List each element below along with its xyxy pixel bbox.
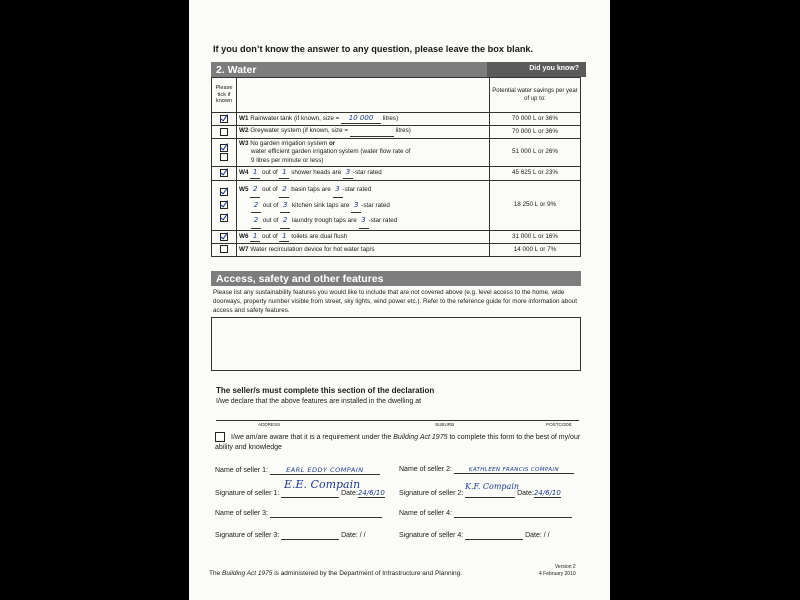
tick-header: Please tick if known — [212, 78, 237, 113]
seller1-signature-label: Signature of seller 1: — [215, 490, 280, 497]
w5-suffix-3: -star rated — [368, 217, 398, 225]
w2-savings: 70 000 L or 36% — [490, 126, 581, 139]
w4-out-of: out of — [261, 169, 278, 177]
access-instructions: Please list any sustainability features you would like to include that are not covered above (e.g. level access to the home, wide doorways, property number visible from street, sky lights, wind power etc.). Refer to the reference guide for more information about access and safety features. — [213, 289, 577, 314]
seller2-name-label: Name of seller 2: — [399, 466, 452, 473]
seller2-date-field[interactable]: 24/6/10 — [533, 489, 561, 497]
w1-size-field[interactable]: 10 000 — [341, 114, 381, 124]
w1-unit: litres) — [382, 115, 399, 122]
w5-laundry-total[interactable]: 2 — [280, 213, 290, 229]
form-page — [189, 0, 610, 600]
address-label: ADDRESS — [258, 422, 281, 427]
w4-total-field[interactable]: 1 — [279, 168, 289, 178]
w1-checkbox[interactable] — [220, 115, 228, 123]
seller3-signature-label: Signature of seller 3: — [215, 532, 280, 539]
version-date: 4 February 2010 — [539, 570, 576, 577]
footer-note — [209, 570, 462, 577]
seller4-signature-field[interactable] — [465, 532, 523, 540]
footer-rest: is administered by the Department of Infrastructure and Planning. — [274, 570, 463, 577]
seller1-signature: E.E. Compain — [284, 478, 361, 491]
w5-suffix-1: -star rated — [342, 185, 372, 193]
seller1-name-field[interactable]: EARL EDDY COMPAIN — [270, 466, 380, 475]
w5-suffix-2: -star rated — [361, 201, 390, 209]
w5-out-of-1: out of — [261, 185, 278, 193]
w6-text: toilets are dual flush — [291, 232, 348, 240]
w4-savings: 45 625 L or 23% — [490, 167, 581, 180]
declaration-title: The seller/s must complete this section of the declaration — [216, 386, 435, 395]
w5-out-of-2: out of — [262, 201, 279, 209]
seller3-name-field[interactable] — [270, 510, 382, 518]
water-section-header — [211, 62, 581, 77]
w5-kitchen-stars[interactable]: 3 — [351, 198, 361, 214]
postcode-label: POSTCODE — [546, 422, 572, 427]
w5-kitchen-count[interactable]: 2 — [251, 198, 261, 214]
seller4-name-label: Name of seller 4: — [399, 510, 452, 517]
w4-stars-field[interactable]: 3 — [343, 168, 353, 178]
table-row-w3 — [212, 138, 581, 167]
w2-text: Greywater system (if known, size = — [250, 127, 349, 135]
aware-act-name: Building Act 1975 — [393, 433, 448, 441]
did-you-know-label: Did you know? — [529, 65, 579, 72]
w5-basin-checkbox[interactable] — [220, 188, 228, 196]
w5-basin-count[interactable]: 2 — [250, 182, 260, 198]
w7-savings: 14 000 L or 7% — [490, 244, 581, 256]
declaration-text: I/we declare that the above features are installed in the dwelling at — [216, 398, 422, 405]
w3-code: W3 — [239, 139, 249, 147]
w6-checkbox[interactable] — [220, 233, 228, 241]
w6-out-of: out of — [261, 232, 278, 240]
w3-checkbox-a[interactable] — [220, 144, 228, 152]
w4-code: W4 — [239, 169, 249, 177]
w6-savings: 31 000 L or 16% — [490, 230, 581, 243]
aware-text-a: I/we am/are aware that it is a requirement under the — [231, 433, 392, 441]
seller3-signature-row — [215, 532, 366, 540]
seller3-date-label: Date: — [341, 532, 358, 539]
w3-checkbox-b[interactable] — [220, 153, 228, 161]
water-section-title: 2. Water — [216, 64, 257, 76]
w1-text: Rainwater tank (if known, size = — [250, 115, 340, 122]
w1-savings: 70 000 L or 36% — [490, 113, 581, 126]
seller4-name-row — [399, 510, 572, 518]
w2-checkbox[interactable] — [220, 128, 228, 136]
blank-header — [237, 78, 490, 113]
suburb-label: SUBURB — [435, 422, 455, 427]
w7-text: Water recirculation device for hot water tap/s — [250, 245, 375, 253]
seller4-date-label: Date: — [525, 532, 542, 539]
table-row-w1 — [212, 113, 581, 126]
w5-savings: 18 250 L or 9% — [490, 180, 581, 230]
seller3-signature-field[interactable] — [281, 532, 339, 540]
seller3-name-row — [215, 510, 382, 518]
w4-text: shower heads are — [291, 169, 342, 177]
w2-unit: litres) — [395, 127, 411, 135]
did-you-know-panel — [487, 62, 586, 77]
w3-line1: No garden irrigation system — [250, 139, 328, 147]
w6-code: W6 — [239, 232, 249, 240]
w5-code: W5 — [239, 185, 249, 193]
w5-laundry-count[interactable]: 2 — [251, 213, 261, 229]
w2-code: W2 — [239, 127, 249, 135]
w6-count-field[interactable]: 1 — [250, 232, 260, 242]
seller3-name-label: Name of seller 3: — [215, 510, 268, 517]
w5-basin-text: basin taps are — [291, 185, 331, 193]
w3-line3: 9 litres per minute or less) — [251, 156, 324, 164]
seller2-signature: K.F. Compain — [465, 482, 520, 491]
seller4-name-field[interactable] — [454, 510, 572, 518]
w5-basin-stars[interactable]: 3 — [333, 182, 343, 198]
seller1-signature-field[interactable] — [281, 490, 339, 498]
seller2-date-label: Date: — [517, 490, 534, 497]
seller1-date-label: Date: — [341, 490, 358, 497]
w3-line2: water efficient garden irrigation system (water flow rate of — [251, 148, 411, 156]
table-row-w4 — [212, 167, 581, 180]
seller2-name-field[interactable]: KATHLEEN FRANCIS COMPAIN — [454, 467, 574, 474]
table-row-w2 — [212, 126, 581, 139]
access-section-header — [211, 271, 581, 286]
w4-checkbox[interactable] — [220, 169, 228, 177]
footer-the: The — [209, 570, 221, 577]
w5-laundry-checkbox[interactable] — [220, 214, 228, 222]
w5-laundry-text: laundry trough taps are — [292, 217, 357, 225]
address-field[interactable] — [216, 420, 579, 421]
seller4-signature-row — [399, 532, 550, 540]
seller2-name-row — [399, 466, 574, 474]
w5-laundry-stars[interactable]: 3 — [359, 213, 369, 229]
w6-total-field[interactable]: 1 — [279, 232, 289, 242]
version-info — [539, 564, 576, 577]
footer-act: Building Act 1975 — [222, 570, 273, 577]
aware-text-b: to complete this form to the best of my/our ability and knowledge — [215, 433, 581, 452]
w5-kitchen-text: kitchen sink taps are — [292, 201, 350, 209]
w3-or: or — [328, 139, 336, 147]
w4-suffix: -star rated — [353, 169, 382, 177]
w7-code: W7 — [239, 245, 249, 253]
seller1-date-field[interactable]: 24/6/10 — [357, 489, 385, 497]
w2-size-field[interactable] — [350, 127, 394, 137]
table-header-row — [212, 78, 581, 113]
intro-instruction: If you don’t know the answer to any question, please leave the box blank. — [213, 44, 534, 54]
table-row-w5 — [212, 180, 581, 230]
water-table — [211, 77, 581, 257]
w1-code: W1 — [239, 115, 249, 122]
seller1-name-row — [215, 466, 380, 475]
w5-out-of-3: out of — [262, 217, 279, 225]
awareness-checkbox[interactable] — [215, 432, 225, 442]
seller4-date-field[interactable]: / / — [543, 532, 550, 539]
seller4-signature-label: Signature of seller 4: — [399, 532, 464, 539]
table-row-w6 — [212, 230, 581, 243]
w4-count-field[interactable]: 1 — [250, 168, 260, 178]
access-section-title: Access, safety and other features — [216, 273, 384, 285]
w5-kitchen-total[interactable]: 3 — [280, 198, 290, 214]
w5-kitchen-checkbox[interactable] — [220, 201, 228, 209]
savings-header: Potential water savings per year of up to: — [490, 78, 581, 113]
version-number: Version 2 — [554, 564, 576, 570]
table-row-w7 — [212, 244, 581, 256]
access-features-textarea[interactable] — [211, 317, 581, 371]
w3-savings: 51 000 L or 26% — [490, 138, 581, 167]
seller1-name-label: Name of seller 1: — [215, 467, 268, 474]
w7-checkbox[interactable] — [220, 245, 228, 253]
w5-basin-total[interactable]: 2 — [279, 182, 289, 198]
awareness-statement — [215, 432, 585, 454]
seller3-date-field[interactable]: / / — [359, 532, 366, 539]
seller2-signature-field[interactable] — [465, 490, 515, 498]
seller2-signature-label: Signature of seller 2: — [399, 490, 464, 497]
